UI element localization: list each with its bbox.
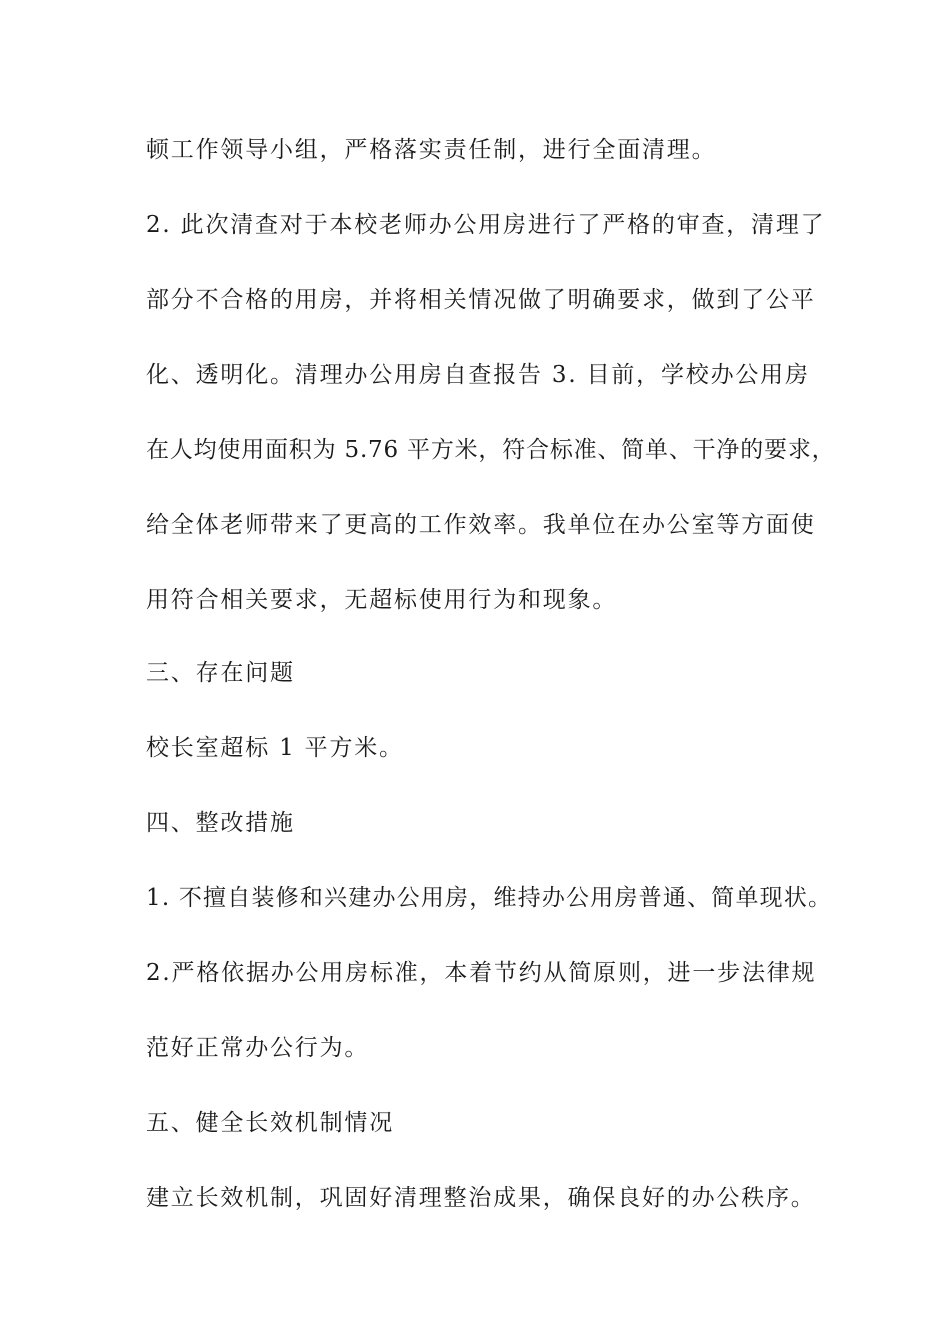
section-heading-mechanism: 五、健全长效机制情况 bbox=[146, 1110, 394, 1136]
paragraph-line: 校长室超标 1 平方米。 bbox=[146, 735, 404, 761]
section-heading-problems: 三、存在问题 bbox=[146, 660, 295, 686]
paragraph-line: 2. 此次清查对于本校老师办公用房进行了严格的审查，清理了 bbox=[146, 212, 826, 238]
paragraph-line: 给全体老师带来了更高的工作效率。我单位在办公室等方面使 bbox=[146, 512, 816, 538]
paragraph-line: 顿工作领导小组，严格落实责任制，进行全面清理。 bbox=[146, 137, 717, 163]
paragraph-line: 化、透明化。清理办公用房自查报告 3. 目前，学校办公用房 bbox=[146, 362, 810, 388]
paragraph-line: 范好正常办公行为。 bbox=[146, 1035, 370, 1061]
paragraph-line: 部分不合格的用房，并将相关情况做了明确要求，做到了公平 bbox=[146, 287, 816, 313]
paragraph-line: 建立长效机制，巩固好清理整治成果，确保良好的办公秩序。 bbox=[146, 1185, 816, 1211]
paragraph-line: 用符合相关要求，无超标使用行为和现象。 bbox=[146, 587, 618, 613]
paragraph-line: 在人均使用面积为 5.76 平方米，符合标准、简单、干净的要求， bbox=[146, 437, 836, 463]
paragraph-line: 1. 不擅自装修和兴建办公用房，维持办公用房普通、简单现状。 bbox=[146, 885, 833, 911]
section-heading-measures: 四、整改措施 bbox=[146, 810, 295, 836]
paragraph-line: 2.严格依据办公用房标准，本着节约从简原则，进一步法律规 bbox=[146, 960, 817, 986]
